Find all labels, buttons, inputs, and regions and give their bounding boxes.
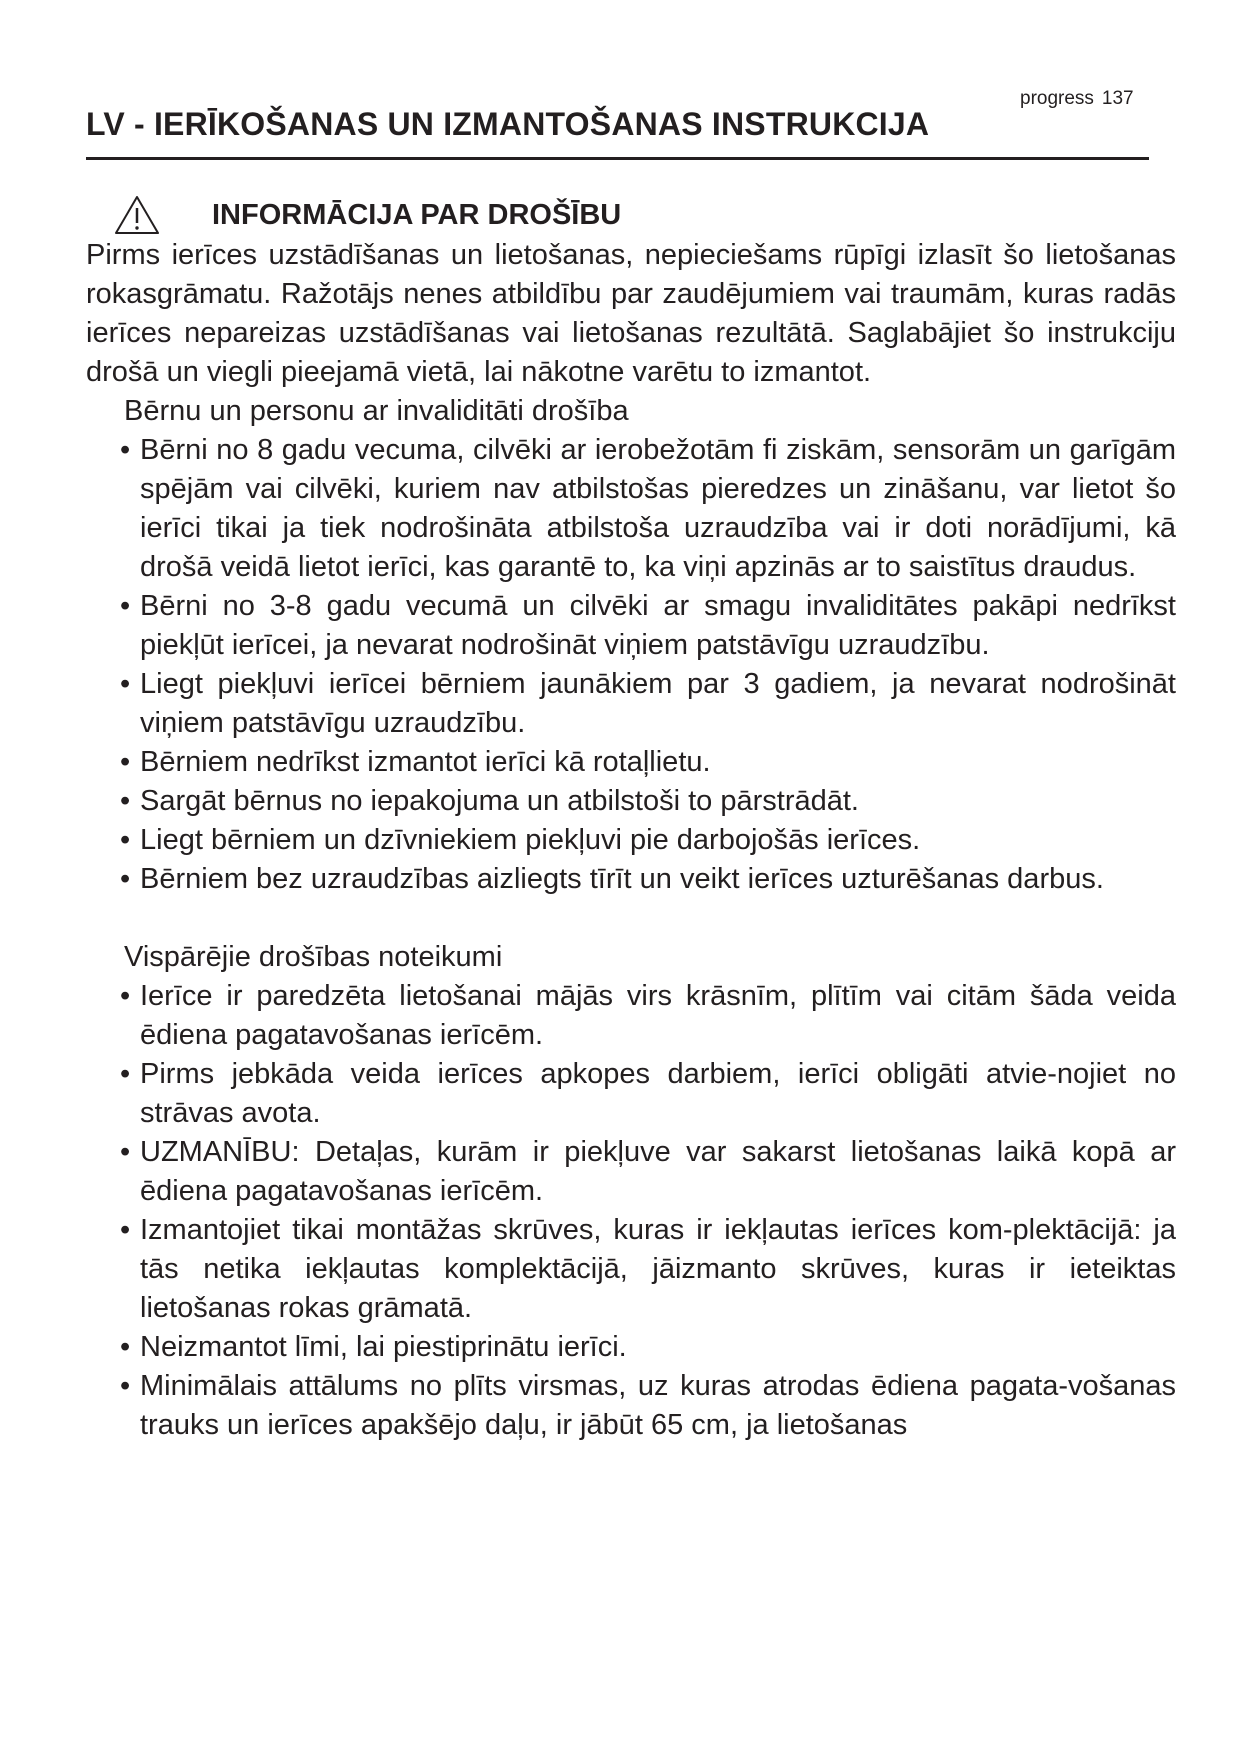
list-item: • Sargāt bērnus no iepakojuma un atbilstoši to pārstrādāt. — [140, 782, 1176, 821]
bullet-icon: • — [120, 785, 131, 817]
section-spacer — [86, 899, 1176, 938]
list-item: • Bērni no 3-8 gadu vecumā un cilvēki ar smagu invaliditātes pakāpi nedrīkst piekļūt ierīcei, ja nevarat nodrošināt viņiem patstāvīgu uzraudzību. — [140, 587, 1176, 665]
bullet-icon: • — [120, 824, 131, 856]
list-item: • Bērniem bez uzraudzības aizliegts tīrīt un veikt ierīces uzturēšanas darbus. — [140, 860, 1176, 899]
list-item: • UZMANĪBU: Detaļas, kurām ir piekļuve var sakarst lietošanas laikā kopā ar ēdiena pagatavošanas ierīcēm. — [140, 1133, 1176, 1211]
general-safety-list — [86, 977, 1176, 1445]
list-item: • Liegt bērniem un dzīvniekiem piekļuvi pie darbojošās ierīces. — [140, 821, 1176, 860]
section-heading: INFORMĀCIJA PAR DROŠĪBU — [212, 198, 622, 231]
bullet-icon: • — [120, 434, 131, 466]
list-item: • Izmantojiet tikai montāžas skrūves, kuras ir iekļautas ierīces kom-plektācijā: ja tās netika iekļautas komplektācijā, jāizmanto skrūves, kuras ir ieteiktas lietošanas rokas grāmatā. — [140, 1211, 1176, 1328]
bullet-icon: • — [120, 1370, 131, 1402]
list-item: • Ierīce ir paredzēta lietošanai mājās virs krāsnīm, plītīm vai citām šāda veida ēdiena pagatavošanas ierīcēm. — [140, 977, 1176, 1055]
bullet-icon: • — [120, 590, 131, 622]
bullet-icon: • — [120, 980, 131, 1012]
page-header-meta — [1020, 88, 1134, 110]
intro-paragraph: Pirms ierīces uzstādīšanas un lietošanas, nepieciešams rūpīgi izlasīt šo lietošanas rokasgrāmatu. Ražotājs nenes atbildību par zaudējumiem vai traumām, kuras radās ierīces nepareizas uzstādīšanas vai lietošanas rezultātā. Saglabājiet šo instrukciju drošā un viegli pieejamā vietā, lai nākotne varētu to izmantot. — [86, 239, 1176, 388]
bullet-icon: • — [120, 668, 131, 700]
bullet-icon: • — [120, 1331, 131, 1363]
bullet-icon: • — [120, 863, 131, 895]
general-safety-heading: Vispārējie drošības noteikumi — [124, 941, 503, 973]
page-number: 137 — [1101, 88, 1134, 109]
bullet-icon: • — [120, 1136, 131, 1168]
brand-name: progress — [1020, 88, 1094, 109]
list-item: • Minimālais attālums no plīts virsmas, uz kuras atrodas ēdiena pagata-vošanas trauks un ierīces apakšējo daļu, ir jābūt 65 cm, ja lietošanas — [140, 1367, 1176, 1445]
bullet-icon: • — [120, 1058, 131, 1090]
list-item: • Neizmantot līmi, lai piestiprinātu ierīci. — [140, 1328, 1176, 1367]
document-title: LV - IERĪKOŠANAS UN IZMANTOŠANAS INSTRUKCIJA — [86, 106, 930, 142]
document-body — [86, 236, 1176, 1445]
bullet-icon: • — [120, 746, 131, 778]
children-safety-heading: Bērnu un personu ar invaliditāti drošība — [124, 395, 629, 427]
list-item: • Bērni no 8 gadu vecuma, cilvēki ar ierobežotām fi ziskām, sensorām un garīgām spējām vai cilvēki, kuriem nav atbilstošas pieredzes un zināšanu, var lietot šo ierīci tikai ja tiek nodrošināta atbilstoša uzraudzība vai ir doti norādījumi, kā drošā veidā lietot ierīci, kas garantē to, ka viņi apzinās ar to saistītus draudus. — [140, 431, 1176, 587]
bullet-icon: • — [120, 1214, 131, 1246]
warning-triangle-icon — [114, 195, 160, 235]
children-safety-list — [86, 431, 1176, 899]
section-header — [114, 195, 621, 235]
list-item: • Pirms jebkāda veida ierīces apkopes darbiem, ierīci obligāti atvie-nojiet no strāvas avota. — [140, 1055, 1176, 1133]
title-divider — [86, 157, 1149, 160]
list-item: • Liegt piekļuvi ierīcei bērniem jaunākiem par 3 gadiem, ja nevarat nodrošināt viņiem patstāvīgu uzraudzību. — [140, 665, 1176, 743]
list-item: • Bērniem nedrīkst izmantot ierīci kā rotaļlietu. — [140, 743, 1176, 782]
